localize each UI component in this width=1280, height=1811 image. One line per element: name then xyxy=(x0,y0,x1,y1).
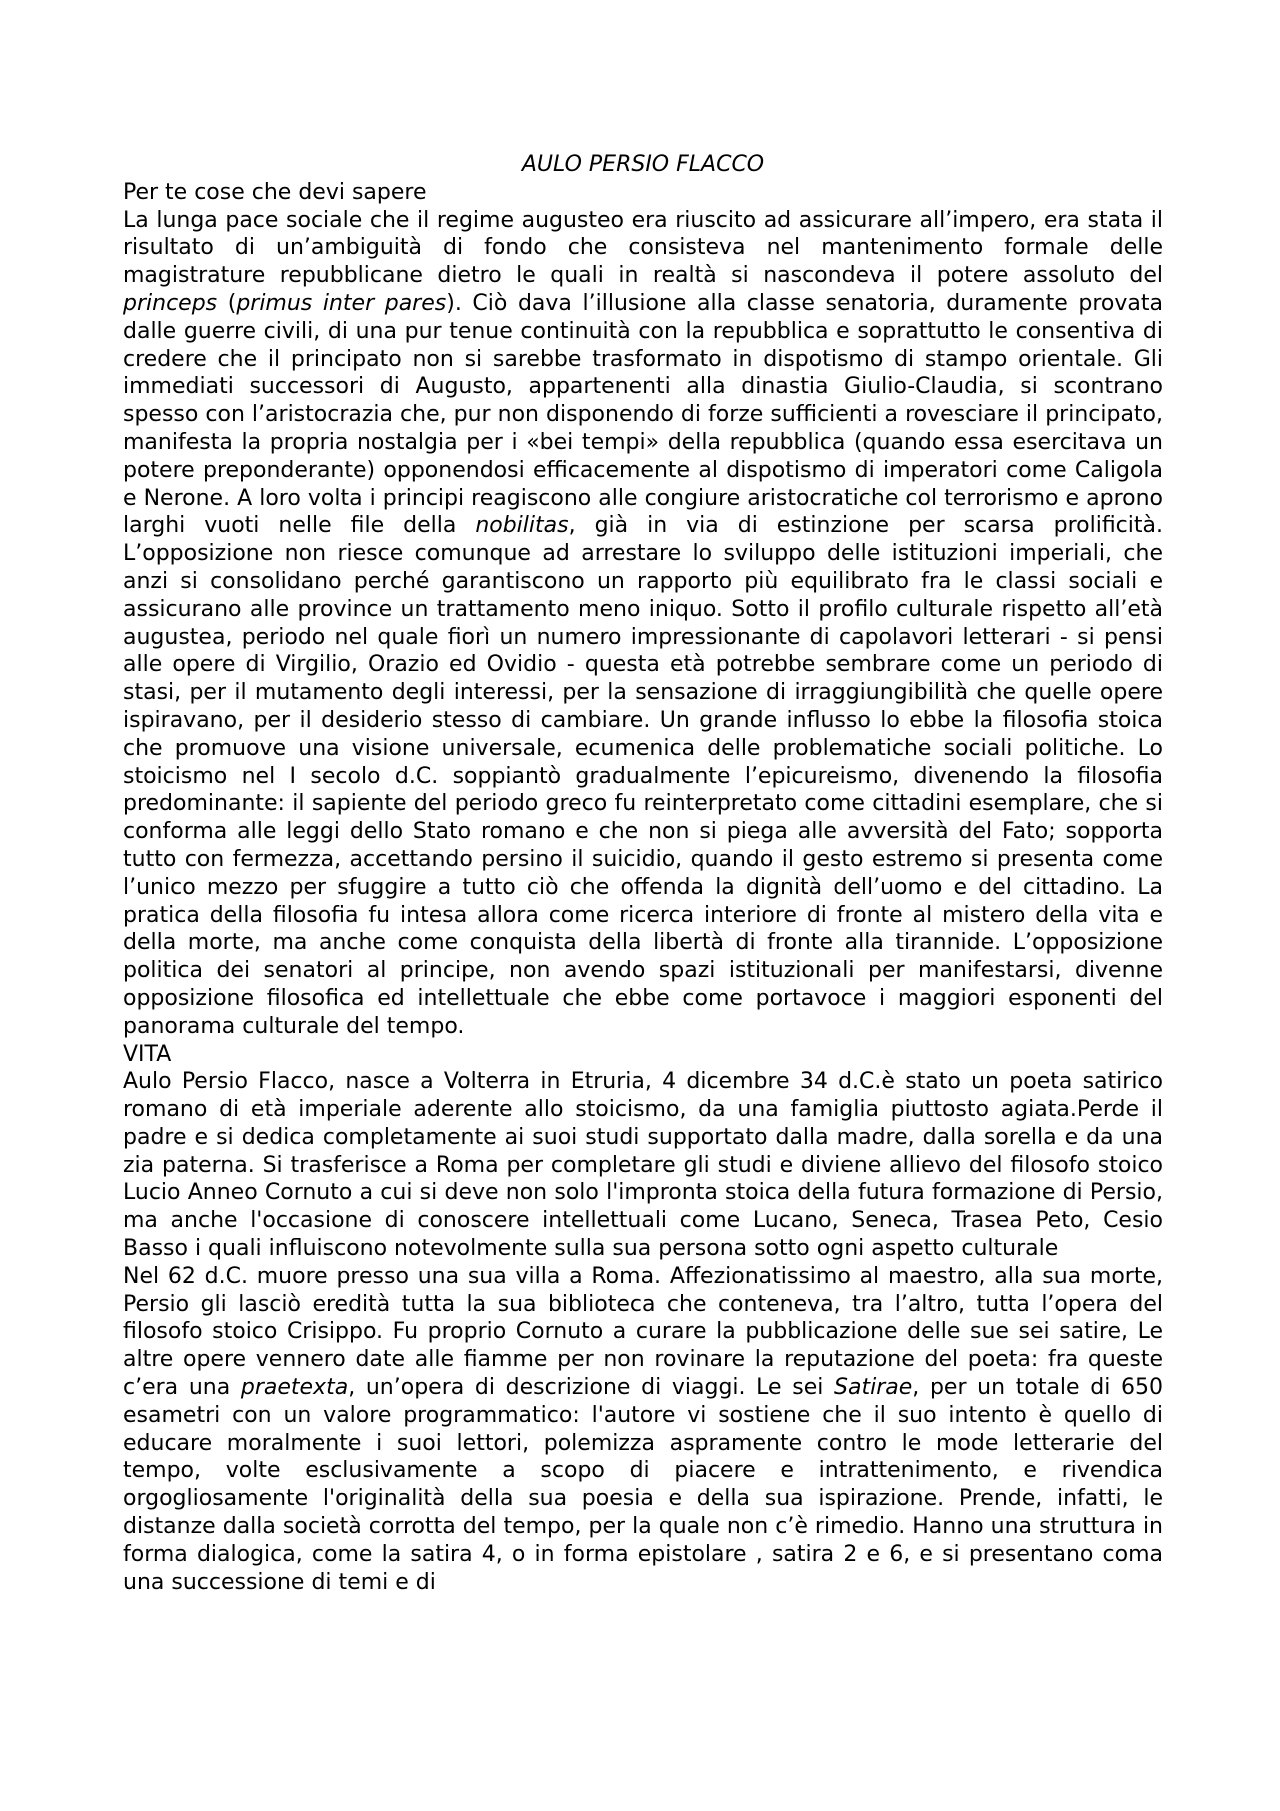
vita-text-3: , per un totale di 650 esametri con un valore programmatico: l'autore vi sostiene che il suo intento è quello di educare moralmente i suoi lettori, polemizza aspramente contro le mode letterarie del tempo, volte esclusivamente a scopo di piacere e intrattenimento, e rivendica orgogliosamente l'originalità della sua poesia e della sua ispirazione. Prende, infatti, le distanze dalla società corrotta del tempo, per la quale non c’è rimedio. Hanno una struttura in forma dialogica, come la satira 4, o in forma epistolare , satira 2 e 6, e si presentano coma una successione di temi e di xyxy=(123,1375,1163,1595)
intro-text-4: , già in via di estinzione per scarsa prolificità. L’opposizione non riesce comunque ad arrestare lo sviluppo delle istituzioni imperiali, che anzi si consolidano perché garantiscono un rapporto più equilibrato fra le classi sociali e assicurano alle province un trattamento meno iniquo. Sotto il profilo culturale rispetto all’età augustea, periodo nel quale fiorì un numero impressionante di capolavori letterari - si pensi alle opere di Virgilio, Orazio ed Ovidio - questa età potrebbe sembrare come un periodo di stasi, per il mutamento degli interessi, per la sensazione di irraggiungibilità che quelle opere ispiravano, per il desiderio stesso di cambiare. Un grande influsso lo ebbe la filosofia stoica che promuove una visione universale, ecumenica delle problematiche sociali politiche. Lo stoicismo nel I secolo d.C. soppiantò gradualmente l’epicureismo, divenendo la filosofia predominante: il sapiente del periodo greco fu reinterpretato come cittadini esemplare, che si conforma alle leggi dello Stato romano e che non si piega alle avversità del Fato; sopporta tutto con fermezza, accettando persino il suicidio, quando il gesto estremo si presenta come l’unico mezzo per sfuggire a tutto ciò che offenda la dignità dell’uomo e del cittadino. La pratica della filosofia fu intesa allora come ricerca interiore di fronte al mistero della vita e della morte, ma anche come conquista della libertà di fronte alla tirannide. L’opposizione politica dei senatori al principe, non avendo spazi istituzionali per manifestarsi, divenne opposizione filosofica ed intellettuale che ebbe come portavoce i maggiori esponenti del panorama culturale del tempo. xyxy=(123,513,1163,1039)
section-heading-vita: VITA xyxy=(123,1041,172,1067)
document-subtitle: Per te cose che devi sapere xyxy=(123,179,427,205)
intro-text-3: ). Ciò dava l’illusione alla classe senatoria, duramente provata dalle guerre civili, di una pur tenue continuità con la repubblica e soprattutto le consentiva di credere che il principato non si sarebbe trasformato in dispotismo di stampo orientale. Gli immediati successori di Augusto, appartenenti alla dinastia Giulio-Claudia, si scontrano spesso con l’aristocrazia che, pur non disponendo di forze sufficienti a rovesciare il principato, manifesta la propria nostalgia per i «bei tempi» della repubblica (quando essa esercitava un potere preponderante) opponendosi efficacemente al dispotismo di imperatori come Caligola e Nerone. A loro volta i principi reagiscono alle congiure aristocratiche col terrorismo e aprono larghi vuoti nelle file della xyxy=(123,290,1163,539)
vita-term-satirae: Satirae xyxy=(834,1375,913,1401)
vita-paragraph-2 xyxy=(123,1263,1163,1597)
intro-term-nobilitas: nobilitas xyxy=(475,513,569,539)
intro-text-1: La lunga pace sociale che il regime augusteo era riuscito ad assicurare all’impero, era stata il risultato di un’ambiguità di fondo che consisteva nel mantenimento formale delle magistrature repubblicane dietro le quali in realtà si nascondeva il potere assoluto del xyxy=(123,207,1163,289)
vita-term-praetexta: praetexta xyxy=(240,1375,349,1401)
intro-term-princeps: princeps xyxy=(123,290,218,316)
document-title: AULO PERSIO FLACCO xyxy=(521,152,765,177)
vita-paragraph-1: Aulo Persio Flacco, nasce a Volterra in Etruria, 4 dicembre 34 d.C.è stato un poeta satirico romano di età imperiale aderente allo stoicismo, da una famiglia piuttosto agiata.Perde il padre e si dedica completamente ai suoi studi supportato dalla madre, dalla sorella e da una zia paterna. Si trasferisce a Roma per completare gli studi e diviene allievo del filosofo stoico Lucio Anneo Cornuto a cui si deve non solo l'impronta stoica della futura formazione di Persio, ma anche l'occasione di conoscere intellettuali come Lucano, Seneca, Trasea Peto, Cesio Basso i quali influiscono notevolmente sulla sua persona sotto ogni aspetto culturale xyxy=(123,1069,1163,1262)
intro-text-2: ( xyxy=(217,290,237,316)
vita-text-2: , un’opera di descrizione di viaggi. Le sei xyxy=(348,1375,835,1401)
document-page xyxy=(123,151,1163,1596)
vita-text-1: Nel 62 d.C. muore presso una sua villa a Roma. Affezionatissimo al maestro, alla sua morte, Persio gli lasciò eredità tutta la sua biblioteca che conteneva, tra l’altro, tutta l’opera del filosofo stoico Crisippo. Fu proprio Cornuto a curare la pubblicazione delle sue sei satire, Le altre opere vennero date alle fiamme per non rovinare la reputazione del poeta: fra queste c’era una xyxy=(123,1263,1163,1401)
intro-term-primus: primus inter pares xyxy=(236,290,447,316)
intro-paragraph xyxy=(123,207,1163,1041)
